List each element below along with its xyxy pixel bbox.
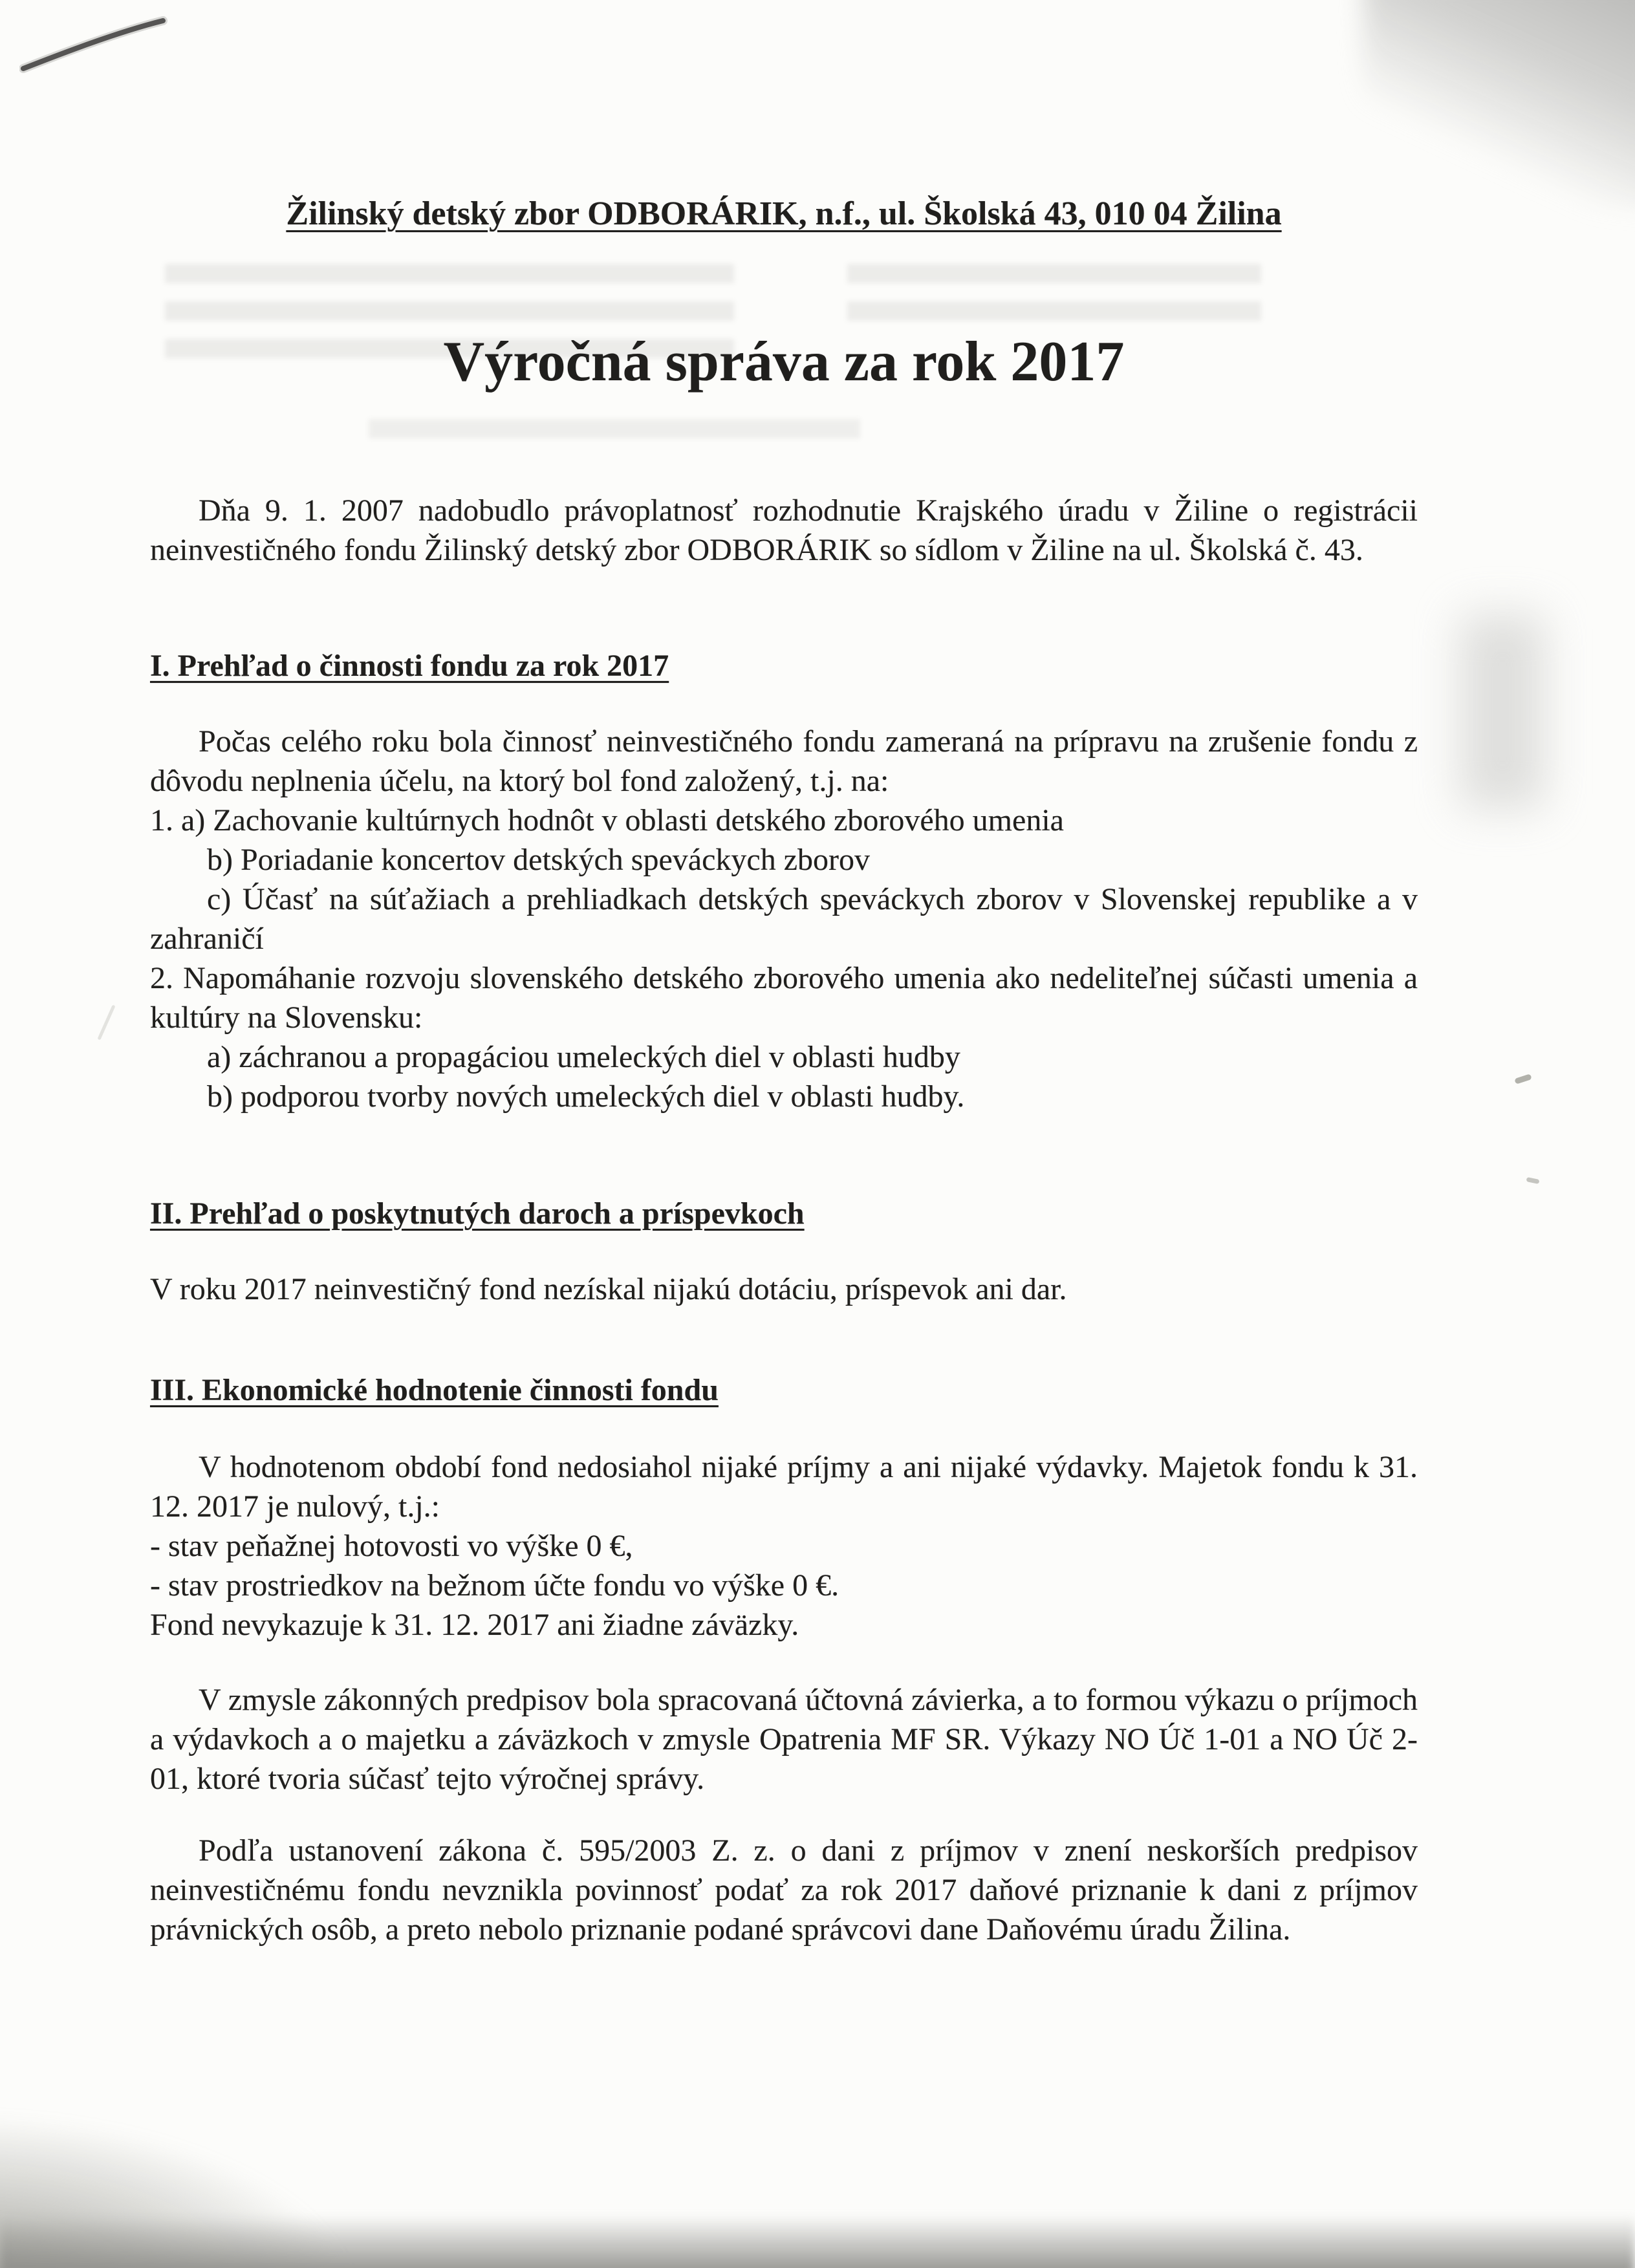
- smudge-artifact: [1526, 1177, 1539, 1184]
- list-item: 1. a) Zachovanie kultúrnych hodnôt v oblasti detského zborového umenia: [150, 803, 1064, 837]
- section-1-lead-paragraph: Počas celého roku bola činnosť neinvestičného fondu zameraná na prípravu na zrušenie fondu z dôvodu neplnenia účelu, na ktorý bol fond založený, t.j. na:: [150, 724, 1418, 798]
- section-3-paragraph: Podľa ustanovení zákona č. 595/2003 Z. z. o dani z príjmov v znení neskorších predpisov neinvestičnému fondu nevznikla povinnosť podať za rok 2017 daňové priznanie k dani z príjmov právnických osôb, a preto nebolo priznanie podané správcovi dane Daňovému úradu Žilina.: [150, 1833, 1418, 1947]
- document-title: Výročná správa za rok 2017: [443, 330, 1125, 393]
- section-2-heading: II. Prehľad o poskytnutých daroch a príspevkoch: [150, 1196, 805, 1231]
- balance-line: Fond nevykazuje k 31. 12. 2017 ani žiadne záväzky.: [150, 1608, 799, 1642]
- list-item: b) podporou tvorby nových umeleckých diel v oblasti hudby.: [207, 1079, 965, 1114]
- intro-paragraph: Dňa 9. 1. 2007 nadobudlo právoplatnosť rozhodnutie Krajského úradu v Žiline o registrácii neinvestičného fondu Žilinský detský zbor ODBORÁRIK so sídlom v Žiline na ul. Školská č. 43.: [150, 493, 1418, 567]
- section-2-paragraph: V roku 2017 neinvestičný fond nezískal nijakú dotáciu, príspevok ani dar.: [150, 1272, 1067, 1306]
- scan-shadow-bottom-edge: [0, 2215, 1635, 2268]
- balance-line: - stav peňažnej hotovosti vo výške 0 €,: [150, 1529, 633, 1563]
- document-content: [150, 194, 1418, 1949]
- smudge-artifact: [1514, 1074, 1532, 1085]
- section-3-heading: III. Ekonomické hodnotenie činnosti fondu: [150, 1373, 719, 1407]
- list-item: c) Účasť na súťažiach a prehliadkach detských speváckych zborov v Slovenskej republike a v zahraničí: [150, 882, 1418, 956]
- section-1-heading: I. Prehľad o činnosti fondu za rok 2017: [150, 649, 669, 683]
- section-3-paragraph: V hodnotenom období fond nedosiahol nijaké príjmy a ani nijaké výdavky. Majetok fondu k 31. 12. 2017 je nulový, t.j.:: [150, 1450, 1418, 1524]
- list-item: b) Poriadanie koncertov detských speváckych zborov: [207, 843, 870, 877]
- smudge-artifact: [97, 1004, 115, 1040]
- scan-shadow-right-edge: [1460, 614, 1544, 808]
- pen-stroke-artifact: [19, 14, 168, 79]
- scan-shadow-top-right: [1363, 0, 1635, 207]
- list-item: 2. Napomáhanie rozvoju slovenského detského zborového umenia ako nedeliteľnej súčasti umenia a kultúry na Slovensku:: [150, 961, 1418, 1035]
- organization-header: Žilinský detský zbor ODBORÁRIK, n.f., ul. Školská 43, 010 04 Žilina: [286, 195, 1282, 232]
- list-item: a) záchranou a propagáciou umeleckých diel v oblasti hudby: [207, 1040, 960, 1074]
- balance-line: - stav prostriedkov na bežnom účte fondu vo výške 0 €.: [150, 1568, 839, 1603]
- section-3-paragraph: V zmysle zákonných predpisov bola spracovaná účtovná závierka, a to formou výkazu o príjmoch a výdavkoch a o majetku a záväzkoch v zmysle Opatrenia MF SR. Výkazy NO Úč 1-01 a NO Úč 2-01, ktoré tvoria súčasť tejto výročnej správy.: [150, 1683, 1418, 1796]
